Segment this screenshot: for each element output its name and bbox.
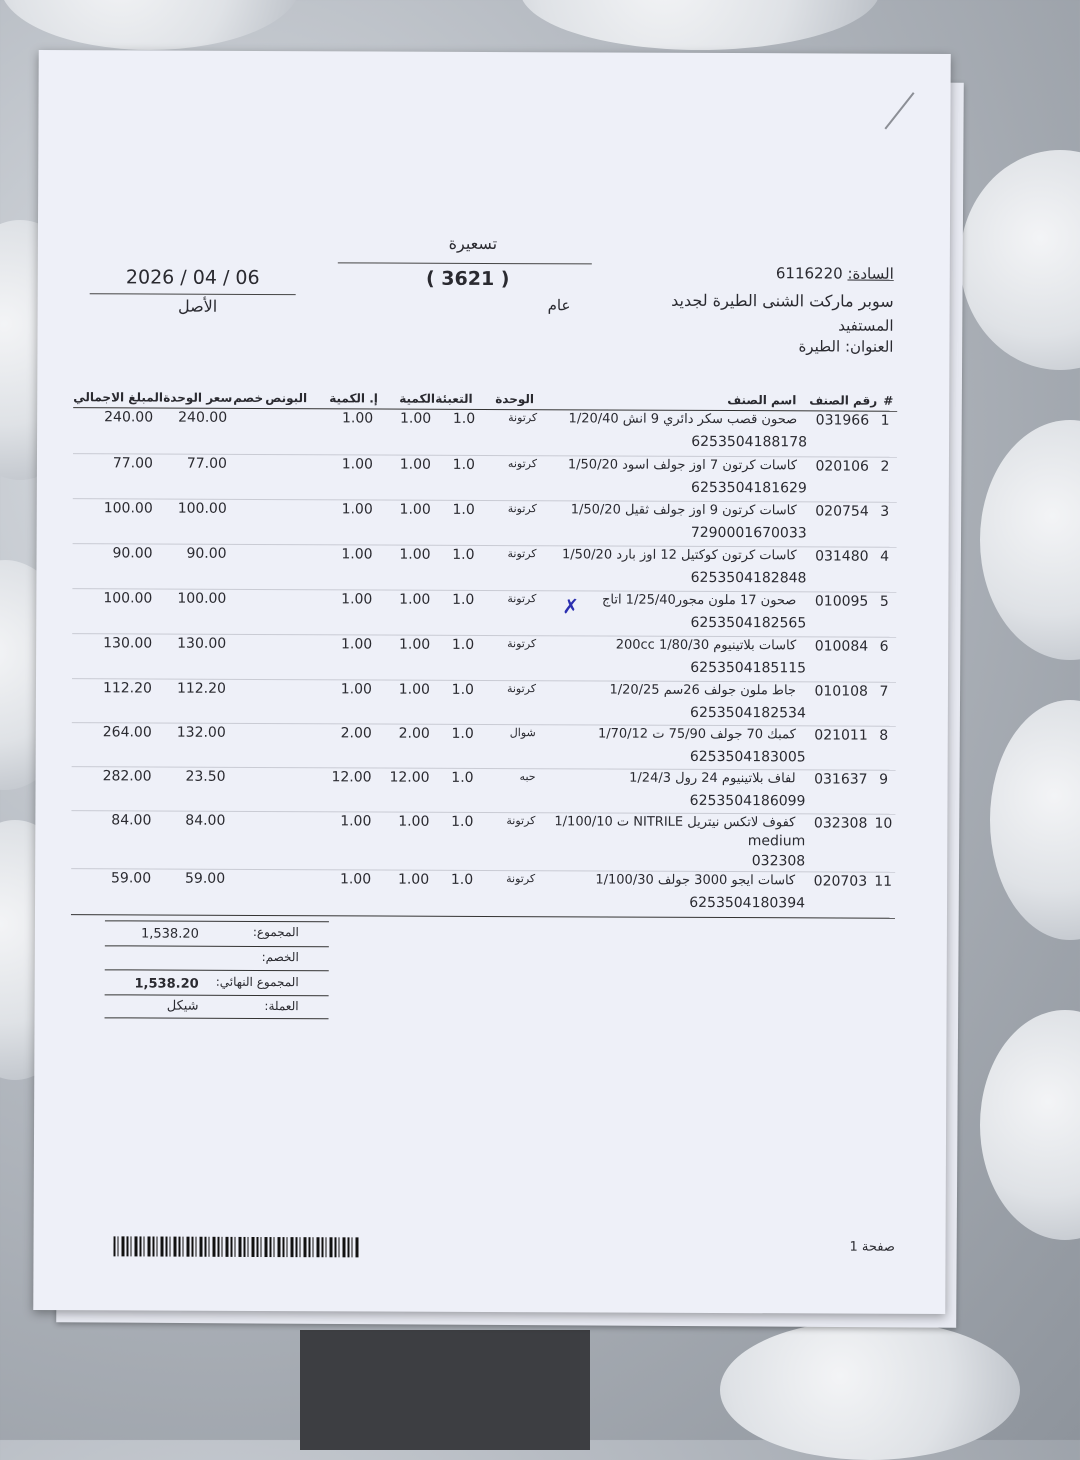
- item-final-qty: 1.00: [321, 546, 373, 562]
- item-pack: 1.0: [443, 872, 473, 888]
- item-barcode: 6253504182565: [616, 615, 806, 632]
- item-final-qty: 1.00: [320, 591, 372, 607]
- address-value: الطيرة: [798, 337, 840, 355]
- item-pack: 1.0: [444, 592, 474, 608]
- title-underline: [338, 262, 592, 264]
- final-total-value: 1,538.20: [115, 976, 199, 991]
- row-index: 7: [874, 684, 894, 700]
- background-sleeve: [300, 1330, 590, 1450]
- item-total: 77.00: [93, 455, 153, 471]
- item-code: 020703: [807, 873, 867, 889]
- item-name: صحون قصب سكر دائري 9 انش 1/20/40: [477, 411, 797, 427]
- discount-label: الخصم:: [215, 950, 299, 964]
- item-final-qty: 1.00: [321, 501, 373, 517]
- sum-label: المجموع:: [215, 925, 299, 939]
- item-pack: 1.0: [445, 502, 475, 518]
- item-total: 282.00: [92, 768, 152, 784]
- customer-id: 6116220: [776, 264, 843, 282]
- customer-line: [776, 264, 894, 283]
- item-code: 031637: [808, 771, 868, 787]
- item-barcode: 032308: [615, 853, 805, 870]
- item-code: 020106: [809, 458, 869, 474]
- item-name: كاسات كرتون 7 اوز جولف اسود 1/50/20: [477, 457, 797, 473]
- item-final-qty: 1.00: [320, 681, 372, 697]
- item-pack: 1.0: [445, 547, 475, 563]
- item-unit: كرتونة: [475, 872, 535, 885]
- background-roll: [960, 150, 1080, 370]
- item-unit: كرتونة: [476, 592, 536, 605]
- sum-value: 1,538.20: [115, 926, 199, 941]
- row-index: 3: [875, 504, 895, 520]
- item-barcode: 6253504182848: [616, 570, 806, 587]
- item-qty: 1.00: [381, 457, 431, 473]
- item-unit: شوال: [476, 726, 536, 739]
- item-unit-price: 112.20: [170, 681, 226, 697]
- col-header-idx: #: [883, 394, 893, 408]
- item-qty: 1.00: [380, 592, 430, 608]
- item-qty: 1.00: [381, 411, 431, 427]
- item-barcode: 6253504183005: [616, 749, 806, 766]
- item-unit-price: 23.50: [170, 769, 226, 785]
- document-number: ( 3621 ): [418, 268, 518, 290]
- item-qty: 1.00: [379, 814, 429, 830]
- row-index: 8: [874, 728, 894, 744]
- address-line: [798, 337, 893, 355]
- summary-rule: [105, 969, 329, 971]
- item-name: جاط ملون جولف 26سم 1/20/25: [476, 682, 796, 698]
- item-barcode: 6253504180394: [615, 895, 805, 912]
- item-total: 84.00: [91, 812, 151, 828]
- item-final-qty: 1.00: [321, 456, 373, 472]
- item-code: 010108: [808, 683, 868, 699]
- col-header-pack: التعبئة: [435, 392, 472, 406]
- item-unit: كرتونة: [477, 411, 537, 424]
- item-qty: 12.00: [380, 770, 430, 786]
- item-name: لفاف بلاتينيوم 24 رول 1/24/3: [476, 770, 796, 786]
- background-roll: [0, 0, 300, 50]
- item-pack: 1.0: [445, 411, 475, 427]
- background-roll: [520, 0, 880, 50]
- row-index: 4: [875, 549, 895, 565]
- customer-label: السادة:: [847, 265, 893, 283]
- item-unit-price: 240.00: [171, 410, 227, 426]
- item-total: 100.00: [93, 500, 153, 516]
- item-name: كفوف لاتكس نيتريل NITRILE ت 1/100/10: [475, 814, 795, 830]
- item-qty: 1.00: [380, 637, 430, 653]
- item-qty: 1.00: [379, 872, 429, 888]
- currency-label: العملة:: [215, 999, 299, 1013]
- item-total: 100.00: [92, 590, 152, 606]
- col-header-total: المبلغ الاجمالي: [73, 390, 163, 404]
- col-header-qty: الكمية: [399, 392, 435, 406]
- document-title: تسعيرة: [448, 234, 498, 253]
- item-name-line2: medium: [615, 833, 805, 850]
- item-barcode: 6253504181629: [617, 480, 807, 497]
- item-final-qty: 1.00: [321, 410, 373, 426]
- item-unit-price: 90.00: [171, 546, 227, 562]
- item-unit-price: 132.00: [170, 725, 226, 741]
- item-total: 112.20: [92, 680, 152, 696]
- col-header-bonus: البونص: [265, 391, 307, 405]
- item-unit: كرتونة: [476, 682, 536, 695]
- item-name: كمبك 70 جولف 75/90 ت 1/70/12: [476, 726, 796, 742]
- item-pack: 1.0: [444, 682, 474, 698]
- item-total: 130.00: [92, 635, 152, 651]
- item-final-qty: 1.00: [319, 813, 371, 829]
- item-code: 010095: [808, 593, 868, 609]
- item-total: 59.00: [91, 870, 151, 886]
- item-barcode: 6253504188178: [617, 434, 807, 451]
- item-code: 020754: [809, 503, 869, 519]
- customer-name: سوبر ماركت الشنى الطيرة لجديد: [671, 291, 894, 311]
- col-header-unit: الوحدة: [495, 392, 534, 406]
- col-header-code: رقم الصنف: [809, 393, 877, 407]
- item-code: 010084: [808, 638, 868, 654]
- original-copy-label: الأصل: [148, 296, 248, 315]
- item-code: 031966: [809, 412, 869, 428]
- summary-bottom-rule: [105, 1017, 329, 1019]
- item-code: 031480: [809, 548, 869, 564]
- item-unit-price: 100.00: [170, 591, 226, 607]
- item-unit: كرتونة: [475, 814, 535, 827]
- col-header-discount: خصم: [233, 391, 263, 405]
- item-final-qty: 1.00: [319, 871, 371, 887]
- background-roll: [980, 420, 1080, 660]
- item-qty: 1.00: [381, 502, 431, 518]
- item-unit: حبه: [476, 770, 536, 783]
- item-code: 032308: [807, 815, 867, 831]
- item-pack: 1.0: [444, 637, 474, 653]
- row-index: 10: [873, 816, 893, 832]
- item-name: كاسات ايجو 3000 جولف 1/100/30: [475, 872, 795, 888]
- item-unit: كرتونه: [477, 457, 537, 470]
- item-barcode: 7290001670033: [617, 525, 807, 542]
- summary-top-rule: [105, 920, 329, 922]
- item-name: صحون 17 ملون مجور1/25/40 اتاج: [476, 592, 796, 608]
- item-barcode: 6253504182534: [616, 705, 806, 722]
- price-quote-document: [33, 50, 950, 1314]
- item-name: كاسات كرتون 9 اوز جولف ثقيل 1/50/20: [477, 502, 797, 518]
- item-unit: كرتونة: [477, 547, 537, 560]
- item-unit-price: 77.00: [171, 456, 227, 472]
- document-date: 2026 / 04 / 06: [118, 266, 268, 289]
- item-final-qty: 2.00: [320, 725, 372, 741]
- row-index: 2: [875, 459, 895, 475]
- currency-value: شيكل: [115, 998, 199, 1013]
- item-unit-price: 84.00: [169, 813, 225, 829]
- item-qty: 1.00: [381, 547, 431, 563]
- background-roll: [720, 1320, 1020, 1460]
- general-label: عام: [548, 296, 571, 314]
- item-qty: 2.00: [380, 726, 430, 742]
- item-pack: 1.0: [444, 726, 474, 742]
- row-index: 9: [874, 772, 894, 788]
- item-barcode: 6253504186099: [615, 793, 805, 810]
- col-header-name: اسم الصنف: [727, 393, 796, 407]
- address-label: العنوان:: [845, 338, 894, 356]
- item-name: كاسات كرتون كوكتيل 12 اوز بارد 1/50/20: [477, 547, 797, 563]
- item-pack: 1.0: [443, 814, 473, 830]
- item-total: 240.00: [93, 409, 153, 425]
- item-unit-price: 59.00: [169, 871, 225, 887]
- background-roll: [980, 1010, 1080, 1240]
- item-total: 264.00: [92, 724, 152, 740]
- summary-rule: [105, 945, 329, 947]
- page-number: صفحة 1: [850, 1240, 895, 1255]
- item-barcode: 6253504185115: [616, 660, 806, 677]
- item-unit: كرتونة: [477, 502, 537, 515]
- row-index: 1: [875, 413, 895, 429]
- item-total: 90.00: [93, 545, 153, 561]
- background-roll: [990, 700, 1080, 940]
- item-final-qty: 1.00: [320, 636, 372, 652]
- handwritten-x-mark: ✗: [562, 594, 579, 618]
- item-final-qty: 12.00: [320, 769, 372, 785]
- col-header-fqty: إ. الكمية: [329, 391, 378, 405]
- row-index: 6: [874, 639, 894, 655]
- row-index: 5: [874, 594, 894, 610]
- staple: [884, 92, 914, 129]
- summary-rule: [105, 994, 329, 996]
- item-unit: كرتونة: [476, 637, 536, 650]
- col-header-price: سعر الوحدة: [163, 391, 232, 405]
- item-code: 021011: [808, 727, 868, 743]
- document-barcode: [113, 1236, 359, 1257]
- item-pack: 1.0: [445, 457, 475, 473]
- item-pack: 1.0: [444, 770, 474, 786]
- item-qty: 1.00: [380, 682, 430, 698]
- date-underline: [90, 293, 296, 295]
- table-bottom-rule: [71, 914, 895, 919]
- item-name: كاسات بلاتينيوم 1/80/30 200cc: [476, 637, 796, 653]
- row-index: 11: [873, 874, 893, 890]
- beneficiary-label: المستفيد: [838, 317, 893, 335]
- final-total-label: المجموع النهائي:: [215, 975, 299, 989]
- item-unit-price: 130.00: [170, 636, 226, 652]
- item-unit-price: 100.00: [171, 501, 227, 517]
